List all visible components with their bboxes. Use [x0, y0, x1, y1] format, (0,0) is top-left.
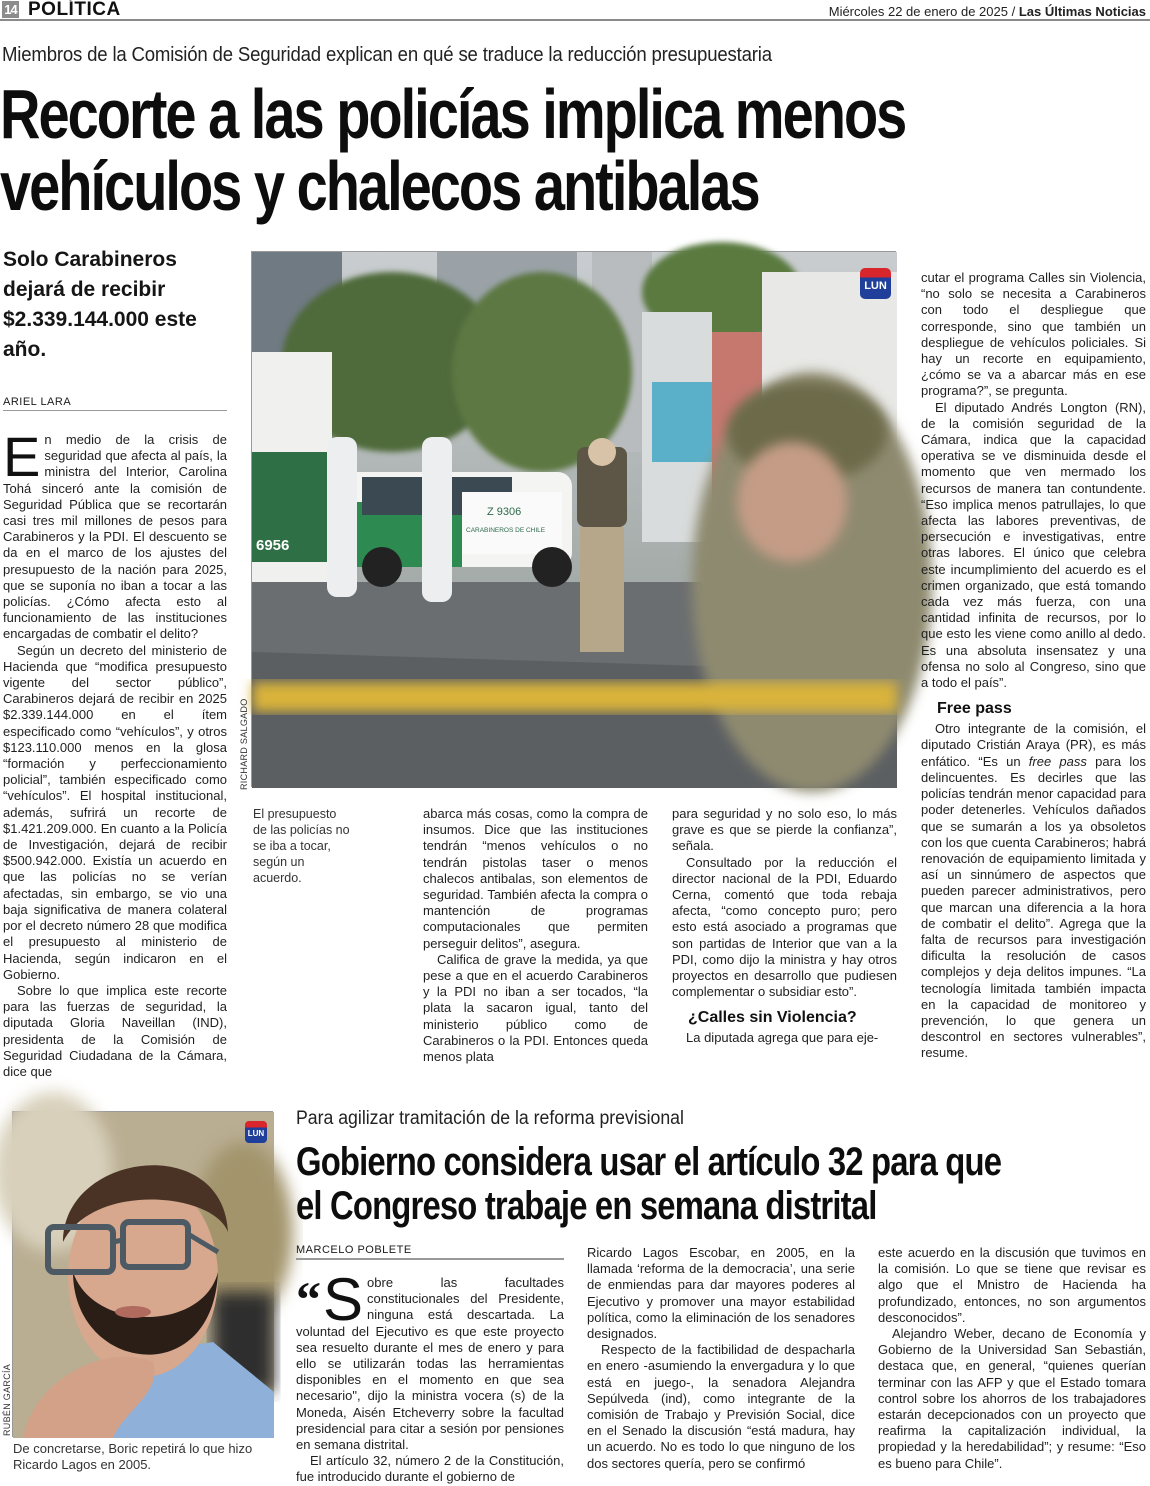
- article1-byline: ARIEL LARA: [3, 396, 227, 411]
- vehicle-plate: Z 9306: [487, 506, 522, 518]
- subheading: Free pass: [937, 700, 1012, 718]
- article2-column-2: [587, 1245, 855, 1472]
- vehicle-label: CARABINEROS DE CHILE: [466, 527, 546, 534]
- page-header: [0, 0, 1150, 21]
- drop-cap: S: [323, 1266, 364, 1333]
- dateline-separator: /: [1011, 4, 1016, 19]
- dateline: [829, 4, 1146, 19]
- article2-byline: MARCELO POBLETE: [296, 1244, 564, 1260]
- quote-mark: “: [296, 1271, 321, 1327]
- issue-date: Miércoles 22 de enero de 2025: [828, 4, 1008, 19]
- headline-line: Gobierno considera usar el artículo 32 para que: [296, 1140, 1002, 1184]
- paragraph: Alejandro Weber, decano de Economía y Gobierno de la Universidad San Sebastián, destaca que, en general, “quienes querían terminar con las AFP y que el Estado tomara control sobre los ahorros de los trabajadores estarán decepcionados con un proyecto que reafirma la capitalización individual, la propiedad y la heredabilidad”; y resume: “Eso es bueno para Chile”.: [878, 1326, 1146, 1471]
- lun-logo-badge: LUN: [860, 268, 891, 299]
- article1-column-2: [423, 806, 648, 1065]
- subheading: ¿Calles sin Violencia?: [688, 1009, 857, 1027]
- portrait-photo: [13, 1112, 274, 1438]
- paragraph: Ricardo Lagos Escobar, en 2005, en la llamada ‘reforma de la democracia’, una serie de enmiendas para dar mayores poderes al Ejecutivo y promover una mayor estabilidad política, como la eliminación de los senadores designados.: [587, 1245, 855, 1342]
- article2-kicker: Para agilizar tramitación de la reforma previsional: [296, 1108, 684, 1129]
- paragraph-text: obre las facultades constitucionales del Presidente, ninguna está descartada. La voluntad del Ejecutivo es que este proyecto sea resuelto durante el mes de enero y para ello se utilizarán todas las herramientas disponibles en el momento en que sea necesario", dijo la ministra vocera (s) de la Moneda, Aisén Etcheverry sobre la facultad presidencial para citar a sesión por pensiones en semana distrital.: [296, 1275, 564, 1453]
- paragraph: cutar el programa Calles sin Violencia, “no solo se necesita a Carabineros con todo el despliegue que corresponde, sino que también un despliegue de vehículos policiales. Si hay un recorte en equipamiento, ¿cómo se va a abarcar más en ese programa?”, se pregunta.: [921, 270, 1146, 399]
- article1-column-1: [3, 425, 227, 1080]
- paragraph-text: para los delincuentes. Es decirles que las policías tendrán menor capacidad para poder detenerles. Vehículos dañados que se sumarán a los ya obsoletos con los que cuenta Carabineros; habrá renovación de equipamiento limitada y así un sinnúmero de aspectos que pueden parecer administrativos, pero que marcan una diferencia a la hora de combatir el delito”. Agrega que la falta de recursos para investigación dificulta la resolución de casos complejos y deja delitos impunes. “La tecnología limitada también impacta en la capacidad de monitoreo y prevención, lo que genera un descontrol en sectores vulnerables”, resume.: [921, 753, 1146, 1061]
- publication-name: Las Últimas Noticias: [1018, 4, 1146, 19]
- article2-photo: [12, 1111, 273, 1437]
- paragraph: Según un decreto del ministerio de Hacienda que “modifica presupuesto vigente del sector público”, Carabineros dejará de recibir en 2025 $2.339.144.000 en el ítem especificado como “vehículos”, y otros $123.110.000 menos en la glosa “formación y perfeccionamiento policial”, también especificado como “vehículos”. El hospital institucional, además, sufrirá un recorte de $1.421.209.000. En cuanto a la Policía de Investigación, dejará de recibir $500.942.000. Existía un acuerdo en que las policías no se verían afectadas, sin embargo, se vio una baja significativa de manera colateral por el decreto número 28 que modifica el presupuesto al ministerio de Hacienda, según indicaron en el Gobierno.: [3, 642, 227, 982]
- lun-logo-badge: LUN: [245, 1121, 267, 1143]
- article1-kicker: Miembros de la Comisión de Seguridad explican en qué se traduce la reducción presupuestaria: [2, 44, 772, 66]
- paragraph: [921, 721, 1146, 1061]
- article1-photo: [251, 251, 896, 787]
- section-title: POLÍTICA: [28, 0, 121, 20]
- article1-column-4: [921, 270, 1146, 1062]
- paragraph: para seguridad y no solo eso, lo más grave es que se pierde la confianza”, señala.: [672, 806, 897, 854]
- article1-deck: Solo Carabineros dejará de recibir $2.339.144.000 este año.: [3, 248, 197, 361]
- paragraph: este acuerdo en la discusión que tuvimos en la comisión. Lo que se tiene que revisar es algo que el Mnistro de Hacienda ha profundizado, entonces, no son argumentos desconocidos”.: [878, 1245, 1146, 1325]
- paragraph: El diputado Andrés Longton (RN), de la comisión seguridad de la Cámara, indica que la capacidad operativa se ve disminuida desde el momento que ven mermado los recursos de manera tan contundente. “Eso implica menos patrullajes, lo que afecta las labores preventivas, de persecución e investigativas, entre otras labores. El único que celebra este incumplimiento del acuerdo es el crimen organizado, que está tomando cada vez más fuerza, con una cantidad infinita de recursos, por lo que esto les viene como anillo al dedo. Es una absoluta insensatez y una ofensa no solo al Congreso, sino que a todo el país”.: [921, 399, 1146, 691]
- paragraph: [3, 425, 227, 643]
- photo-caption: De concretarse, Boric repetirá lo que hizo Ricardo Lagos en 2005.: [13, 1441, 253, 1472]
- photo-credit: RICHARD SALGADO: [239, 698, 249, 790]
- paragraph: [296, 1266, 564, 1453]
- photo-caption: El presupuesto de las policías no se iba a tocar, según un acuerdo.: [253, 807, 350, 885]
- paragraph: El artículo 32, número 2 de la Constitución, fue introducido durante el gobierno de: [296, 1453, 564, 1485]
- paragraph: Califica de grave la medida, ya que pese a que en el acuerdo Carabineros y la PDI no iban a ser tocados, “la plata la sacaron igual, tanto del ministerio público como de Carabineros o la PDI. Entonces queda menos plata: [423, 951, 648, 1065]
- headline-line: vehículos y chalecos antibalas: [0, 147, 759, 225]
- photo-credit: RUBÉN GARCÍA: [2, 1363, 12, 1436]
- van-number: 6956: [256, 537, 290, 554]
- article2-column-3: [878, 1245, 1146, 1472]
- article1-column-3: [672, 806, 897, 1047]
- headline-line: el Congreso trabaje en semana distrital: [296, 1184, 877, 1228]
- paragraph: Respecto de la factibilidad de despacharla en enero -asumiendo la envergadura y lo que está en juego-, la senadora Alejandra Sepúlveda (ind), como integrante de la comisión de Trabajo y Previsión Social, dice en el Senado la discusión “está madura, hay un acuerdo. No es todo lo que ninguno de los dos sectores quería, pero se confirmó: [587, 1342, 855, 1471]
- drop-cap: E: [3, 425, 41, 488]
- italic-term: free pass: [1028, 753, 1087, 769]
- page-number: 14: [2, 1, 19, 18]
- paragraph: abarca más cosas, como la compra de insumos. Dice que las instituciones tendrán “menos vehículos o no tendrán pistolas taser o menos chalecos antibalas, son elementos de seguridad. También afecta la compra o mantención de programas computacionales que permiten perseguir delitos”, asegura.: [423, 806, 648, 951]
- article2-column-1: [296, 1266, 564, 1486]
- paragraph-text: Otro integrante de la comisión, el diputado Cristián Araya (PR), es más enfático. “Es un: [921, 721, 1146, 769]
- paragraph: Sobre lo que implica este recorte para las fuerzas de seguridad, la diputada Gloria Naveillan (IND), presidenta de la Comisión de Seguridad Ciudadana de la Cámara, dice que: [3, 982, 227, 1079]
- paragraph: La diputada agrega que para eje-: [686, 1030, 879, 1046]
- article2-headline: [296, 1140, 1001, 1228]
- headline-line: Recorte a las policías implica menos: [0, 75, 906, 153]
- paragraph: Consultado por la reducción el director nacional de la PDI, Eduardo Cerna, comentó que toda rebaja afecta, “como concepto puro; pero esto está asociado a programas que son partidas de Interior que van a la PDI, como dijo la ministra y hay otros proyectos en desarrollo que pudiesen complementar o subsidiar esto”.: [672, 854, 897, 1000]
- article1-headline: [0, 75, 920, 225]
- crime-scene-photo: [252, 252, 897, 788]
- paragraph-text: n medio de la crisis de seguridad que afecta al país, la ministra del Interior, Carolina Tohá sinceró ante la comisión de Seguridad Pública que se recortarán casi tres mil millones de pesos para Carabineros y la PDI. El descuento se da en el marco de los ajustes del presupuesto de la nación para 2025, que se suponía no iban a tocar a las policías. ¿Cómo afecta esto al funcionamiento de las instituciones encargadas de combatir el delito?: [3, 432, 227, 642]
